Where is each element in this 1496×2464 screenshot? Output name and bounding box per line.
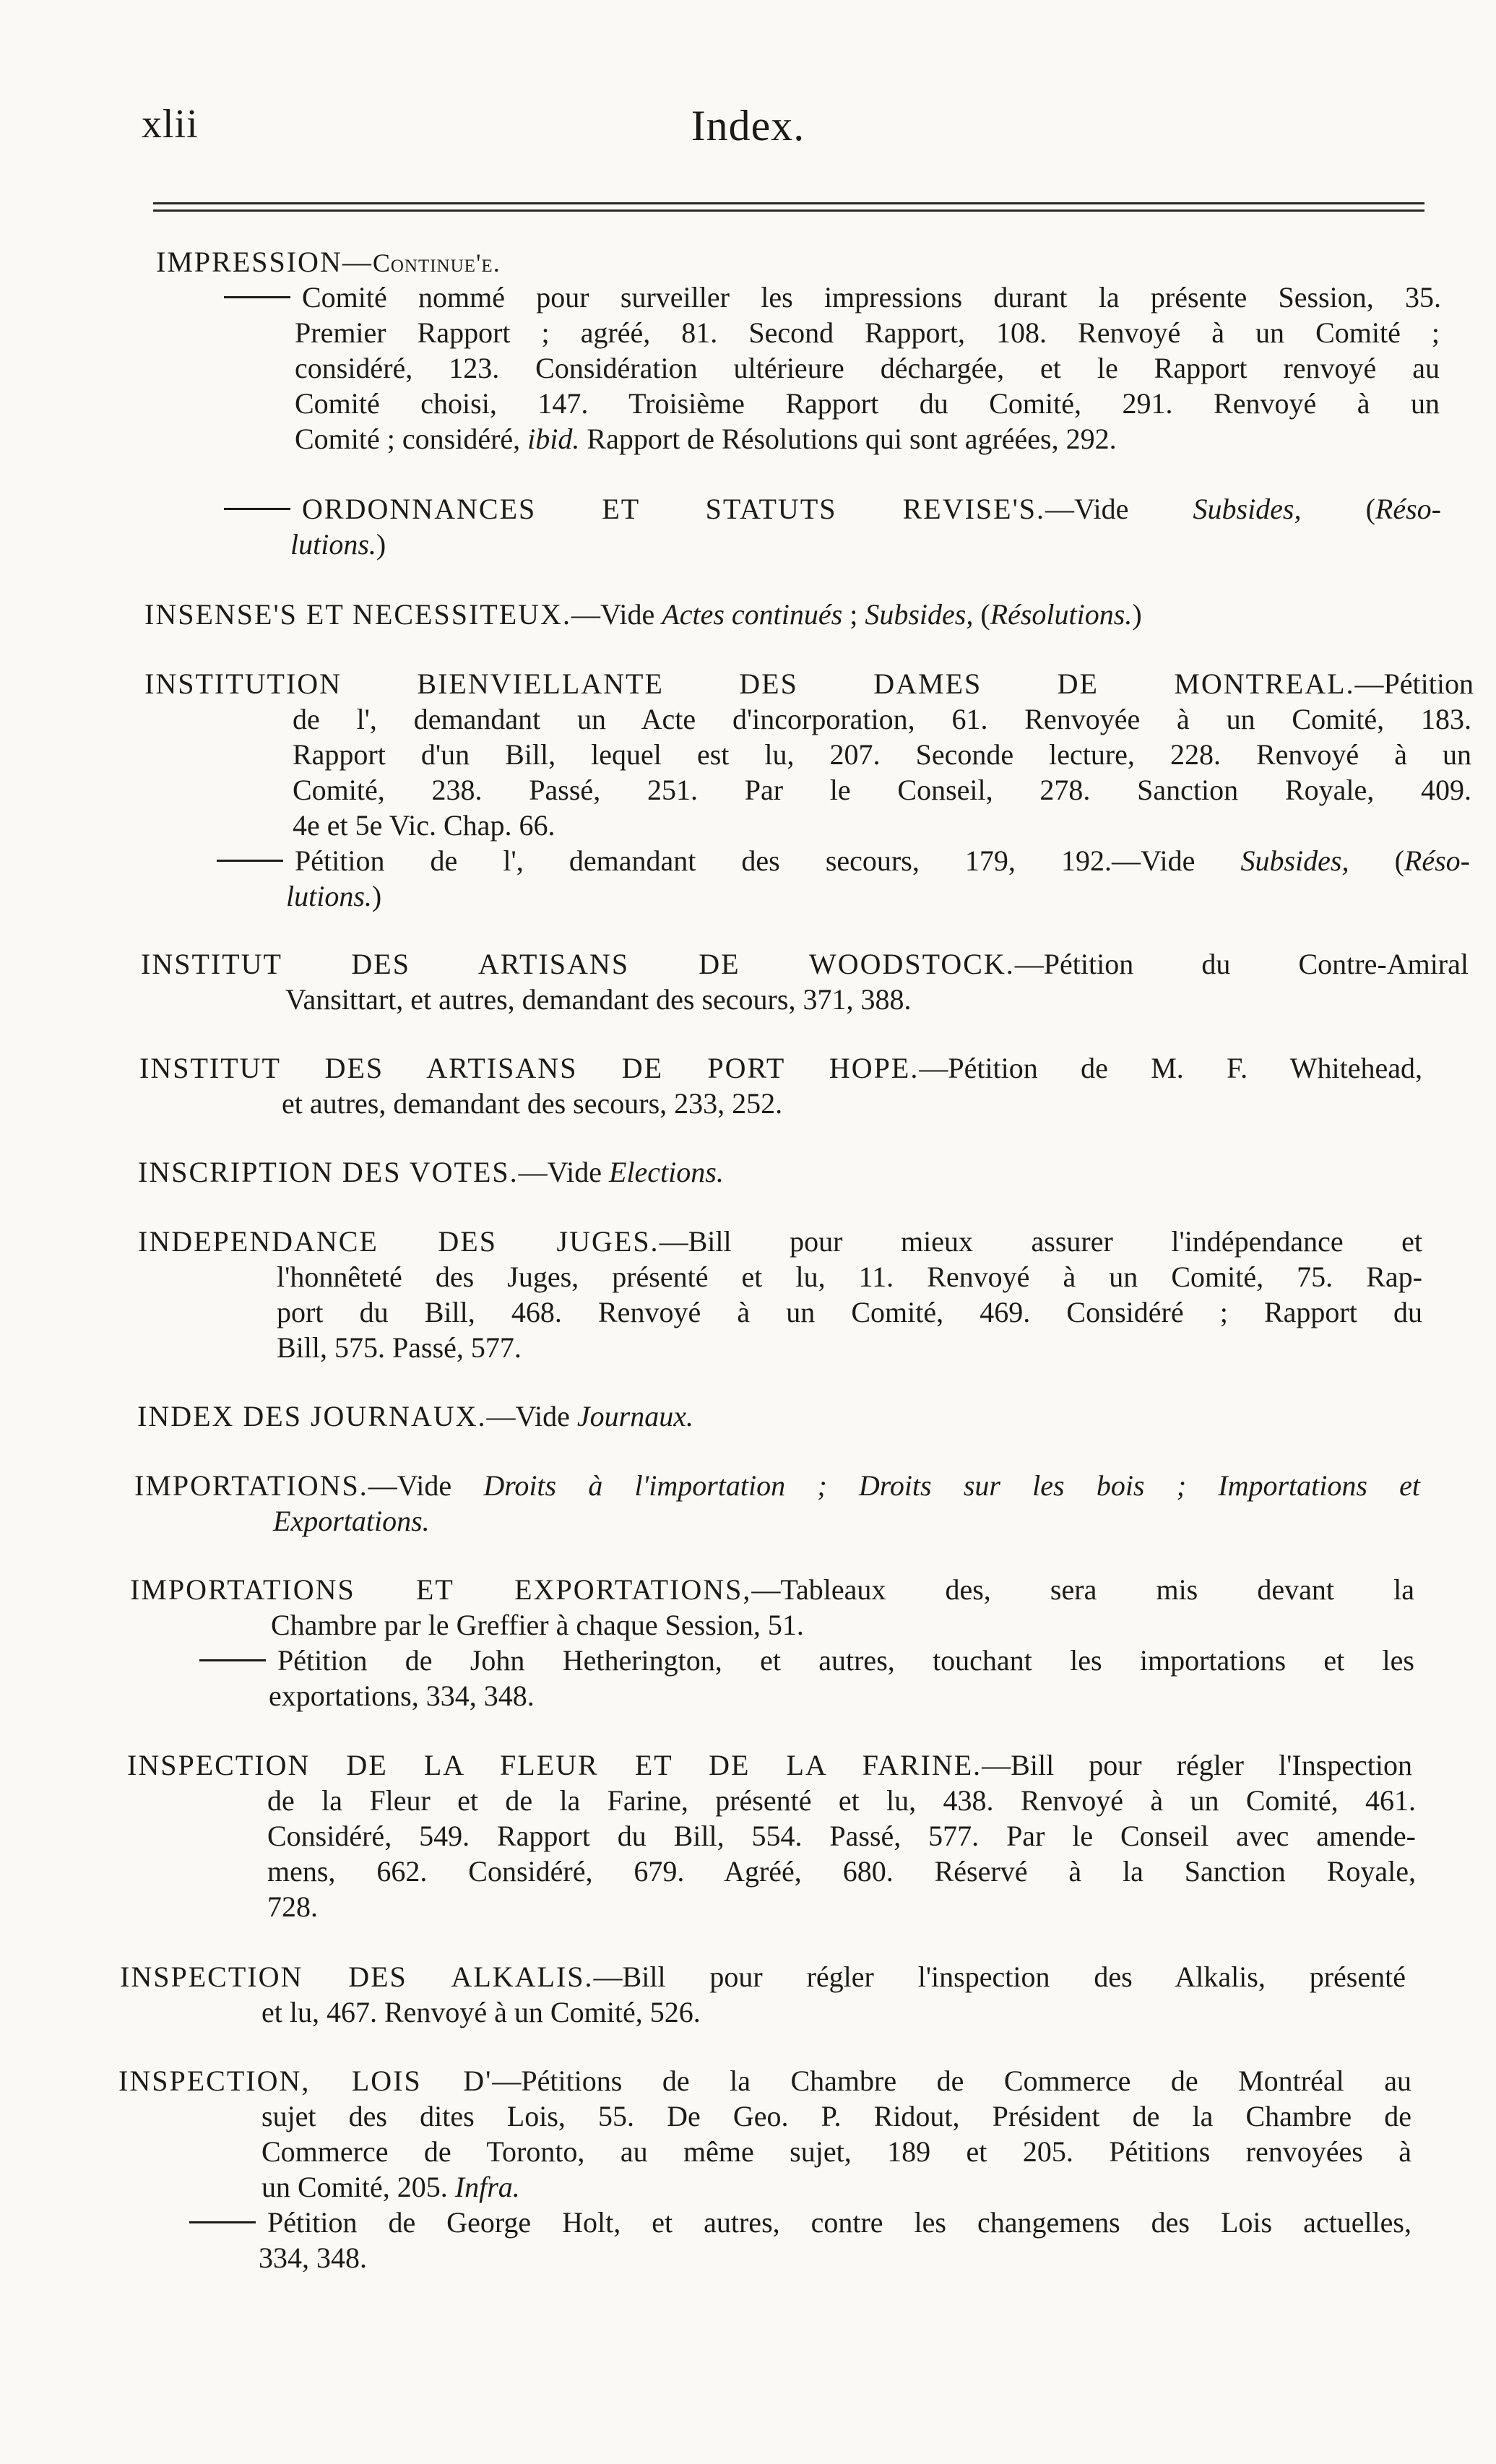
entry-text: —Pétitions de la Chambre de Commerce de Montréal au: [492, 2065, 1411, 2097]
entry-line: [130, 1572, 1414, 1607]
entry-text-italic: Réso-: [1375, 493, 1441, 525]
entry-heading: IMPRESSION—: [156, 246, 373, 278]
entry-line: [134, 1468, 1420, 1503]
entry-line: 334, 348.: [259, 2242, 367, 2274]
entry-text: ): [376, 528, 386, 561]
entry-line: [224, 280, 1441, 315]
entry-text: (: [1349, 844, 1404, 877]
entry-text-italic: ibid.: [527, 423, 580, 455]
entry-line: Rapport d'un Bill, lequel est lu, 207. Seconde lecture, 228. Renvoyé à un: [293, 738, 1471, 771]
entry-line: Exportations.: [273, 1505, 430, 1537]
em-dash-rule: [217, 860, 283, 862]
entry-line: l'honnêteté des Juges, présenté et lu, 11. Renvoyé à un Comité, 75. Rap-: [277, 1261, 1422, 1293]
entry-line: Comité, 238. Passé, 251. Par le Conseil, 278. Sanction Royale, 409.: [293, 774, 1471, 806]
entry-text-italic: Résolutions.: [990, 598, 1133, 631]
index-entry-inscription: [138, 1154, 1438, 1190]
entry-text-italic: lutions.: [286, 880, 372, 912]
entry-text: —Bill pour mieux assurer l'indépendance et: [659, 1225, 1423, 1258]
entry-text: Pétition de John Hetherington, et autres, touchant les importations et les: [277, 1644, 1414, 1677]
header-rule-bottom: [153, 209, 1424, 212]
entry-text-italic: Réso-: [1404, 844, 1470, 877]
index-entry-journaux: [137, 1399, 1437, 1434]
running-title: Index.: [691, 102, 805, 150]
em-dash-rule: [199, 1659, 266, 1661]
entry-line: sujet des dites Lois, 55. De Geo. P. Ridout, Président de la Chambre de: [261, 2100, 1411, 2132]
entry-text: —Vide: [571, 598, 662, 631]
entry-text: Rapport de Résolutions qui sont agréées, 292.: [579, 423, 1117, 455]
entry-line: [286, 878, 1442, 914]
page-header: [0, 0, 1496, 217]
entry-text: (: [973, 598, 990, 631]
entry-line: [199, 1643, 1414, 1678]
entry-heading: IMPORTATIONS ET EXPORTATIONS,: [130, 1573, 752, 1606]
entry-line: Vansittart, et autres, demandant des secours, 371, 388.: [285, 983, 912, 1016]
em-dash-rule: [224, 296, 290, 298]
entry-heading: IMPORTATIONS.: [134, 1469, 368, 1502]
entry-heading: INSENSE'S ET NECESSITEUX.: [144, 598, 571, 631]
entry-text-italic: Droits à l'importation ; Droits sur les bois ; Importations et: [483, 1469, 1421, 1502]
entry-line: de la Fleur et de la Farine, présenté et lu, 438. Renvoyé à un Comité, 461.: [267, 1784, 1416, 1817]
entry-text: —Vide: [368, 1469, 484, 1502]
entry-text: ): [1132, 598, 1142, 631]
header-rule-top: [153, 202, 1424, 204]
entry-heading: INDEPENDANCE DES JUGES.: [138, 1225, 660, 1258]
entry-text: —Pétition du Contre-Amiral: [1014, 948, 1469, 980]
entry-text: —Tableaux des, sera mis devant la: [751, 1573, 1414, 1606]
entry-line: [290, 527, 1435, 562]
index-entry-insenses: [144, 597, 1481, 632]
entry-heading: INSPECTION DES ALKALIS.: [120, 1961, 594, 1993]
entry-text: un Comité, 205.: [261, 2171, 455, 2203]
entry-line: Premier Rapport ; agréé, 81. Second Rapport, 108. Renvoyé à un Comité ;: [295, 316, 1440, 349]
entry-line: considéré, 123. Considération ultérieure déchargée, et le Rapport renvoyé au: [295, 352, 1440, 384]
entry-text-italic: Subsides,: [1240, 844, 1349, 877]
entry-line: Considéré, 549. Rapport du Bill, 554. Passé, 577. Par le Conseil avec amende-: [267, 1820, 1416, 1852]
entry-line: [217, 843, 1470, 878]
entry-line: Bill, 575. Passé, 577.: [277, 1331, 522, 1364]
entry-text: (: [1301, 493, 1375, 525]
entry-heading: INSPECTION, LOIS D': [118, 2065, 493, 2097]
entry-line: [261, 2169, 1411, 2205]
entry-heading: INSTITUTION BIENVIELLANTE DES DAMES DE MONTREAL.: [144, 667, 1355, 700]
continued-label: Continue'e.: [372, 248, 501, 277]
entry-heading: INSTITUT DES ARTISANS DE WOODSTOCK.: [141, 948, 1015, 980]
entry-line: [189, 2205, 1411, 2240]
entry-text: —Bill pour régler l'inspection des Alkalis, présenté: [593, 1961, 1406, 1993]
entry-text: ;: [842, 598, 865, 631]
entry-line: Chambre par le Greffier à chaque Session, 51.: [271, 1609, 804, 1641]
entry-text: Comité nommé pour surveiller les impressions durant la présente Session, 35.: [302, 281, 1441, 314]
entry-line: [144, 666, 1474, 701]
entry-line: de l', demandant un Acte d'incorporation, 61. Renvoyée à un Comité, 183.: [293, 703, 1471, 735]
entry-text: —Pétition de M. F. Whitehead,: [919, 1052, 1422, 1084]
sub-heading: ORDONNANCES ET STATUTS REVISE'S.: [302, 493, 1046, 525]
entry-line: et lu, 467. Renvoyé à un Comité, 526.: [261, 1996, 701, 2028]
entry-heading: INSCRIPTION DES VOTES.: [138, 1156, 519, 1188]
entry-text: —Vide: [518, 1156, 609, 1188]
entry-line: port du Bill, 468. Renvoyé à un Comité, 469. Considéré ; Rapport du: [277, 1296, 1422, 1328]
entry-line: exportations, 334, 348.: [269, 1680, 535, 1712]
entry-text-italic: Journaux.: [576, 1400, 693, 1432]
entry-line: [120, 1959, 1406, 1994]
entry-line: [139, 1050, 1422, 1086]
entry-line: 728.: [267, 1890, 318, 1923]
entry-line: mens, 662. Considéré, 679. Agréé, 680. Réservé à la Sanction Royale,: [267, 1855, 1416, 1888]
entry-text-italic: lutions.: [290, 528, 376, 561]
entry-text: Pétition de l', demandant des secours, 179, 192.—Vide: [295, 844, 1241, 877]
entry-text-italic: Elections.: [609, 1156, 724, 1188]
entry-text-italic: Subsides,: [865, 598, 974, 631]
entry-heading: INDEX DES JOURNAUX.: [137, 1400, 487, 1432]
entry-line: [127, 1747, 1412, 1783]
entry-line: 4e et 5e Vic. Chap. 66.: [293, 809, 555, 842]
page-number: xlii: [142, 102, 199, 147]
entry-heading: INSTITUT DES ARTISANS DE PORT HOPE.: [139, 1052, 920, 1084]
entry-text-italic: Infra.: [454, 2171, 520, 2203]
entry-line: et autres, demandant des secours, 233, 252.: [282, 1087, 783, 1120]
entry-heading: INSPECTION DE LA FLEUR ET DE LA FARINE.: [127, 1749, 982, 1781]
entry-line: [118, 2063, 1411, 2098]
entry-text: —Pétition: [1354, 667, 1474, 700]
entry-text: Pétition de George Holt, et autres, contre les changemens des Lois actuelles,: [267, 2206, 1411, 2239]
entry-text: —Vide: [486, 1400, 577, 1432]
entry-heading-line: [156, 244, 1435, 281]
em-dash-rule: [189, 2221, 256, 2223]
entry-text-italic: Subsides,: [1193, 493, 1302, 525]
entry-text: —Bill pour régler l'Inspection: [982, 1749, 1412, 1781]
entry-line: [138, 1224, 1422, 1259]
entry-line: Comité choisi, 147. Troisième Rapport du Comité, 291. Renvoyé à un: [295, 387, 1440, 420]
entry-line: Commerce de Toronto, au même sujet, 189 et 205. Pétitions renvoyées à: [261, 2135, 1411, 2168]
entry-line: [295, 421, 1440, 457]
em-dash-rule: [224, 508, 290, 510]
entry-text: Comité ; considéré,: [295, 423, 528, 455]
entry-text: —Vide: [1045, 493, 1193, 525]
entry-text: ): [371, 880, 382, 912]
entry-line: [141, 946, 1469, 982]
entry-line: [224, 491, 1441, 527]
entry-text-italic: Actes continués: [662, 598, 843, 631]
